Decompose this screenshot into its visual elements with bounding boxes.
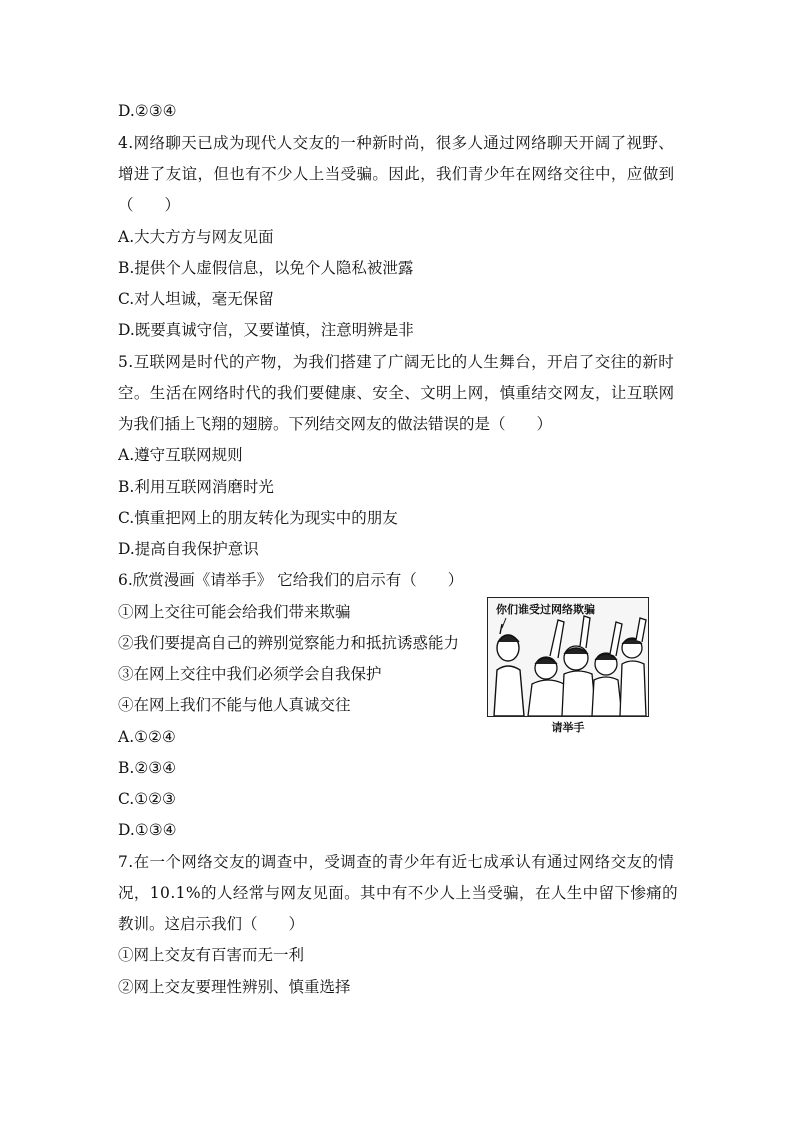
q4-option-b: B.提供个人虚假信息，以免个人隐私被泄露	[118, 259, 414, 277]
q6-statement-4: ④在网上我们不能与他人真诚交往	[118, 696, 351, 714]
q6-option-b: B.②③④	[118, 759, 177, 777]
q6-statement-1: ①网上交往可能会给我们带来欺骗	[118, 603, 351, 621]
q5-stem-line-3: 为我们插上飞翔的翅膀。下列结交网友的做法错误的是（ ）	[118, 415, 553, 433]
q4-option-a: A.大大方方与网友见面	[118, 228, 274, 246]
q6-option-c: C.①②③	[118, 790, 176, 808]
q4-stem-line-1: 4.网络聊天已成为现代人交友的一种新时尚，很多人通过网络聊天开阔了视野、	[118, 134, 675, 152]
q4-option-d: D.既要真诚守信，又要谨慎，注意明辨是非	[118, 321, 414, 339]
q7-stem-line-3: 教训。这启示我们（ ）	[118, 915, 305, 933]
q7-stem-line-1: 7.在一个网络交友的调查中，受调查的青少年有近七成承认有通过网络交友的情	[118, 853, 675, 871]
q5-stem-line-1: 5.互联网是时代的产物，为我们搭建了广阔无比的人生舞台，开启了交往的新时	[118, 353, 675, 371]
q5-option-b: B.利用互联网消磨时光	[118, 478, 274, 496]
q7-stem-line-2: 况，10.1%的人经常与网友见面。其中有不少人上当受骗，在人生中留下惨痛的	[118, 884, 679, 902]
q5-option-a: A.遵守互联网规则	[118, 446, 243, 464]
cartoon-frame	[487, 597, 649, 717]
q6-statement-3: ③在网上交往中我们必须学会自我保护	[118, 665, 382, 683]
q4-answer-bracket: （ ）	[118, 196, 181, 214]
q4-stem-line-2: 增进了友谊，但也有不少人上当受骗。因此，我们青少年在网络交往中，应做到	[118, 165, 675, 183]
q4-option-c: C.对人坦诚，毫无保留	[118, 290, 274, 308]
raise-hands-cartoon	[487, 597, 649, 737]
q7-statement-2: ②网上交友要理性辨别、慎重选择	[118, 978, 351, 996]
q7-statement-1: ①网上交友有百害而无一利	[118, 946, 305, 964]
q6-option-d: D.①③④	[118, 821, 177, 839]
cartoon-speech-text: 你们谁受过网络欺骗	[496, 603, 595, 616]
cartoon-caption: 请举手	[551, 721, 585, 734]
q5-option-c: C.慎重把网上的朋友转化为现实中的朋友	[118, 509, 398, 527]
q5-option-d: D.提高自我保护意识	[118, 540, 259, 558]
q6-option-a: A.①②④	[118, 728, 176, 746]
q5-stem-line-2: 空。生活在网络时代的我们要健康、安全、文明上网，慎重结交网友，让互联网	[118, 384, 675, 402]
q6-statement-2: ②我们要提高自己的辨别觉察能力和抵抗诱惑能力	[118, 634, 460, 652]
q6-stem: 6.欣赏漫画《请举手》 它给我们的启示有（ ）	[118, 571, 464, 589]
q3-option-d: D.②③④	[118, 102, 177, 120]
